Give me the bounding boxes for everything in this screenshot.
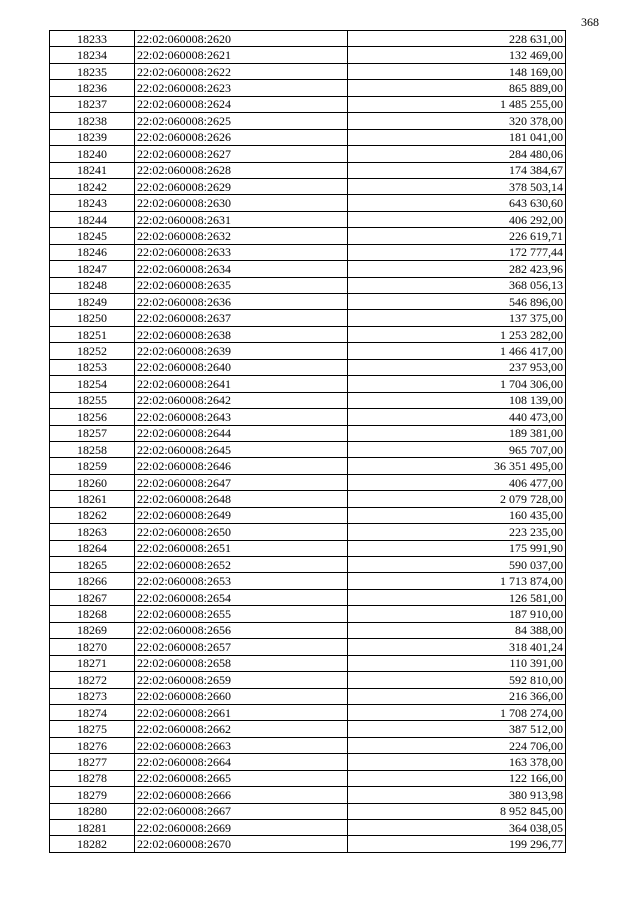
row-number-cell: 18282 xyxy=(50,836,135,852)
cadastral-number-cell: 22:02:060008:2665 xyxy=(135,770,348,786)
row-number-cell: 18254 xyxy=(50,376,135,392)
cadastral-value-cell: 284 480,06 xyxy=(348,146,566,162)
table-row xyxy=(50,507,566,523)
table-row xyxy=(50,737,566,753)
cadastral-value-cell: 378 503,14 xyxy=(348,178,566,194)
row-number-cell: 18243 xyxy=(50,195,135,211)
cadastral-number-cell: 22:02:060008:2625 xyxy=(135,113,348,129)
table-row xyxy=(50,606,566,622)
table-row xyxy=(50,178,566,194)
cadastral-number-cell: 22:02:060008:2666 xyxy=(135,787,348,803)
cadastral-value-cell: 1 708 274,00 xyxy=(348,704,566,720)
cadastral-value-cell: 110 391,00 xyxy=(348,655,566,671)
row-number-cell: 18235 xyxy=(50,63,135,79)
cadastral-number-cell: 22:02:060008:2637 xyxy=(135,310,348,326)
row-number-cell: 18244 xyxy=(50,211,135,227)
cadastral-number-cell: 22:02:060008:2654 xyxy=(135,589,348,605)
table-row xyxy=(50,491,566,507)
cadastral-number-cell: 22:02:060008:2643 xyxy=(135,409,348,425)
cadastral-value-cell: 368 056,13 xyxy=(348,277,566,293)
row-number-cell: 18268 xyxy=(50,606,135,622)
cadastral-value-cell: 223 235,00 xyxy=(348,524,566,540)
cadastral-number-cell: 22:02:060008:2659 xyxy=(135,672,348,688)
cadastral-value-cell: 160 435,00 xyxy=(348,507,566,523)
row-number-cell: 18265 xyxy=(50,557,135,573)
row-number-cell: 18233 xyxy=(50,31,135,47)
table-row xyxy=(50,392,566,408)
cadastral-number-cell: 22:02:060008:2670 xyxy=(135,836,348,852)
table-row xyxy=(50,47,566,63)
cadastral-number-cell: 22:02:060008:2645 xyxy=(135,441,348,457)
table-row xyxy=(50,787,566,803)
cadastral-number-cell: 22:02:060008:2644 xyxy=(135,425,348,441)
cadastral-value-cell: 387 512,00 xyxy=(348,721,566,737)
cadastral-number-cell: 22:02:060008:2624 xyxy=(135,96,348,112)
cadastral-number-cell: 22:02:060008:2633 xyxy=(135,244,348,260)
table-row xyxy=(50,622,566,638)
row-number-cell: 18234 xyxy=(50,47,135,63)
cadastral-value-cell: 1 485 255,00 xyxy=(348,96,566,112)
cadastral-number-cell: 22:02:060008:2649 xyxy=(135,507,348,523)
table-row xyxy=(50,294,566,310)
cadastral-value-cell: 380 913,98 xyxy=(348,787,566,803)
cadastral-value-cell: 216 366,00 xyxy=(348,688,566,704)
cadastral-value-cell: 122 166,00 xyxy=(348,770,566,786)
table-row xyxy=(50,113,566,129)
row-number-cell: 18266 xyxy=(50,573,135,589)
cadastral-value-cell: 132 469,00 xyxy=(348,47,566,63)
table-row xyxy=(50,326,566,342)
table-row xyxy=(50,589,566,605)
row-number-cell: 18261 xyxy=(50,491,135,507)
cadastral-value-cell: 126 581,00 xyxy=(348,589,566,605)
cadastral-number-cell: 22:02:060008:2664 xyxy=(135,754,348,770)
row-number-cell: 18251 xyxy=(50,326,135,342)
table-row xyxy=(50,441,566,457)
cadastral-number-cell: 22:02:060008:2640 xyxy=(135,359,348,375)
cadastral-number-cell: 22:02:060008:2632 xyxy=(135,228,348,244)
cadastral-number-cell: 22:02:060008:2648 xyxy=(135,491,348,507)
row-number-cell: 18272 xyxy=(50,672,135,688)
cadastral-number-cell: 22:02:060008:2662 xyxy=(135,721,348,737)
row-number-cell: 18256 xyxy=(50,409,135,425)
cadastral-value-cell: 320 378,00 xyxy=(348,113,566,129)
cadastral-number-cell: 22:02:060008:2636 xyxy=(135,294,348,310)
cadastral-number-cell: 22:02:060008:2658 xyxy=(135,655,348,671)
table-row xyxy=(50,195,566,211)
cadastral-number-cell: 22:02:060008:2641 xyxy=(135,376,348,392)
row-number-cell: 18258 xyxy=(50,441,135,457)
row-number-cell: 18271 xyxy=(50,655,135,671)
cadastral-number-cell: 22:02:060008:2663 xyxy=(135,737,348,753)
cadastral-value-table xyxy=(49,30,566,853)
cadastral-value-cell: 2 079 728,00 xyxy=(348,491,566,507)
table-body xyxy=(50,31,566,853)
row-number-cell: 18249 xyxy=(50,294,135,310)
cadastral-value-cell: 592 810,00 xyxy=(348,672,566,688)
row-number-cell: 18248 xyxy=(50,277,135,293)
cadastral-value-cell: 1 466 417,00 xyxy=(348,343,566,359)
cadastral-number-cell: 22:02:060008:2628 xyxy=(135,162,348,178)
row-number-cell: 18247 xyxy=(50,261,135,277)
table-row xyxy=(50,409,566,425)
cadastral-number-cell: 22:02:060008:2669 xyxy=(135,820,348,836)
cadastral-value-cell: 865 889,00 xyxy=(348,80,566,96)
cadastral-number-cell: 22:02:060008:2634 xyxy=(135,261,348,277)
cadastral-number-cell: 22:02:060008:2652 xyxy=(135,557,348,573)
table-row xyxy=(50,376,566,392)
table-row xyxy=(50,129,566,145)
cadastral-value-cell: 590 037,00 xyxy=(348,557,566,573)
cadastral-value-cell: 965 707,00 xyxy=(348,441,566,457)
cadastral-number-cell: 22:02:060008:2651 xyxy=(135,540,348,556)
table-row xyxy=(50,754,566,770)
table-row xyxy=(50,557,566,573)
row-number-cell: 18267 xyxy=(50,589,135,605)
cadastral-number-cell: 22:02:060008:2639 xyxy=(135,343,348,359)
cadastral-number-cell: 22:02:060008:2661 xyxy=(135,704,348,720)
table-row xyxy=(50,540,566,556)
row-number-cell: 18245 xyxy=(50,228,135,244)
row-number-cell: 18276 xyxy=(50,737,135,753)
row-number-cell: 18236 xyxy=(50,80,135,96)
row-number-cell: 18241 xyxy=(50,162,135,178)
cadastral-number-cell: 22:02:060008:2621 xyxy=(135,47,348,63)
cadastral-value-cell: 181 041,00 xyxy=(348,129,566,145)
cadastral-value-cell: 1 713 874,00 xyxy=(348,573,566,589)
cadastral-number-cell: 22:02:060008:2647 xyxy=(135,474,348,490)
row-number-cell: 18280 xyxy=(50,803,135,819)
table-row xyxy=(50,573,566,589)
cadastral-value-cell: 224 706,00 xyxy=(348,737,566,753)
row-number-cell: 18275 xyxy=(50,721,135,737)
row-number-cell: 18237 xyxy=(50,96,135,112)
cadastral-number-cell: 22:02:060008:2650 xyxy=(135,524,348,540)
table-row xyxy=(50,80,566,96)
table-row xyxy=(50,211,566,227)
table-row xyxy=(50,310,566,326)
row-number-cell: 18269 xyxy=(50,622,135,638)
table-row xyxy=(50,639,566,655)
table-row xyxy=(50,162,566,178)
cadastral-value-cell: 8 952 845,00 xyxy=(348,803,566,819)
cadastral-value-cell: 84 388,00 xyxy=(348,622,566,638)
table-row xyxy=(50,261,566,277)
cadastral-number-cell: 22:02:060008:2630 xyxy=(135,195,348,211)
cadastral-value-cell: 226 619,71 xyxy=(348,228,566,244)
table-row xyxy=(50,704,566,720)
table-row xyxy=(50,770,566,786)
cadastral-value-cell: 546 896,00 xyxy=(348,294,566,310)
row-number-cell: 18240 xyxy=(50,146,135,162)
cadastral-value-cell: 108 139,00 xyxy=(348,392,566,408)
table-row xyxy=(50,343,566,359)
cadastral-number-cell: 22:02:060008:2623 xyxy=(135,80,348,96)
cadastral-value-cell: 187 910,00 xyxy=(348,606,566,622)
row-number-cell: 18281 xyxy=(50,820,135,836)
row-number-cell: 18278 xyxy=(50,770,135,786)
cadastral-value-cell: 440 473,00 xyxy=(348,409,566,425)
cadastral-number-cell: 22:02:060008:2635 xyxy=(135,277,348,293)
row-number-cell: 18273 xyxy=(50,688,135,704)
cadastral-number-cell: 22:02:060008:2631 xyxy=(135,211,348,227)
page-number: 368 xyxy=(581,15,599,29)
cadastral-number-cell: 22:02:060008:2627 xyxy=(135,146,348,162)
row-number-cell: 18263 xyxy=(50,524,135,540)
cadastral-value-cell: 189 381,00 xyxy=(348,425,566,441)
cadastral-number-cell: 22:02:060008:2629 xyxy=(135,178,348,194)
row-number-cell: 18277 xyxy=(50,754,135,770)
table-row xyxy=(50,721,566,737)
row-number-cell: 18274 xyxy=(50,704,135,720)
table-row xyxy=(50,524,566,540)
cadastral-value-cell: 36 351 495,00 xyxy=(348,458,566,474)
table-row xyxy=(50,836,566,852)
row-number-cell: 18259 xyxy=(50,458,135,474)
table-row xyxy=(50,803,566,819)
table-row xyxy=(50,820,566,836)
cadastral-value-cell: 1 253 282,00 xyxy=(348,326,566,342)
row-number-cell: 18253 xyxy=(50,359,135,375)
cadastral-number-cell: 22:02:060008:2655 xyxy=(135,606,348,622)
row-number-cell: 18260 xyxy=(50,474,135,490)
cadastral-value-cell: 406 292,00 xyxy=(348,211,566,227)
table-row xyxy=(50,96,566,112)
row-number-cell: 18252 xyxy=(50,343,135,359)
table-row xyxy=(50,359,566,375)
row-number-cell: 18250 xyxy=(50,310,135,326)
row-number-cell: 18238 xyxy=(50,113,135,129)
cadastral-number-cell: 22:02:060008:2626 xyxy=(135,129,348,145)
cadastral-number-cell: 22:02:060008:2646 xyxy=(135,458,348,474)
row-number-cell: 18239 xyxy=(50,129,135,145)
cadastral-value-cell: 148 169,00 xyxy=(348,63,566,79)
table-row xyxy=(50,277,566,293)
cadastral-value-cell: 1 704 306,00 xyxy=(348,376,566,392)
row-number-cell: 18257 xyxy=(50,425,135,441)
cadastral-value-cell: 137 375,00 xyxy=(348,310,566,326)
cadastral-value-cell: 228 631,00 xyxy=(348,31,566,47)
table-row xyxy=(50,655,566,671)
cadastral-number-cell: 22:02:060008:2642 xyxy=(135,392,348,408)
cadastral-number-cell: 22:02:060008:2656 xyxy=(135,622,348,638)
cadastral-number-cell: 22:02:060008:2660 xyxy=(135,688,348,704)
cadastral-number-cell: 22:02:060008:2653 xyxy=(135,573,348,589)
row-number-cell: 18262 xyxy=(50,507,135,523)
cadastral-value-cell: 318 401,24 xyxy=(348,639,566,655)
cadastral-value-cell: 172 777,44 xyxy=(348,244,566,260)
table-row xyxy=(50,672,566,688)
cadastral-value-cell: 364 038,05 xyxy=(348,820,566,836)
row-number-cell: 18246 xyxy=(50,244,135,260)
cadastral-value-cell: 282 423,96 xyxy=(348,261,566,277)
row-number-cell: 18242 xyxy=(50,178,135,194)
table-row xyxy=(50,63,566,79)
table-row xyxy=(50,228,566,244)
cadastral-value-cell: 237 953,00 xyxy=(348,359,566,375)
cadastral-value-cell: 199 296,77 xyxy=(348,836,566,852)
table-row xyxy=(50,425,566,441)
cadastral-value-cell: 163 378,00 xyxy=(348,754,566,770)
cadastral-value-cell: 174 384,67 xyxy=(348,162,566,178)
row-number-cell: 18270 xyxy=(50,639,135,655)
cadastral-value-cell: 175 991,90 xyxy=(348,540,566,556)
cadastral-value-cell: 406 477,00 xyxy=(348,474,566,490)
cadastral-number-cell: 22:02:060008:2657 xyxy=(135,639,348,655)
row-number-cell: 18255 xyxy=(50,392,135,408)
table-row xyxy=(50,146,566,162)
row-number-cell: 18264 xyxy=(50,540,135,556)
cadastral-number-cell: 22:02:060008:2667 xyxy=(135,803,348,819)
table-row xyxy=(50,474,566,490)
cadastral-number-cell: 22:02:060008:2638 xyxy=(135,326,348,342)
table-row xyxy=(50,31,566,47)
cadastral-number-cell: 22:02:060008:2620 xyxy=(135,31,348,47)
table-row xyxy=(50,688,566,704)
table-row xyxy=(50,244,566,260)
cadastral-number-cell: 22:02:060008:2622 xyxy=(135,63,348,79)
cadastral-value-cell: 643 630,60 xyxy=(348,195,566,211)
row-number-cell: 18279 xyxy=(50,787,135,803)
table-row xyxy=(50,458,566,474)
